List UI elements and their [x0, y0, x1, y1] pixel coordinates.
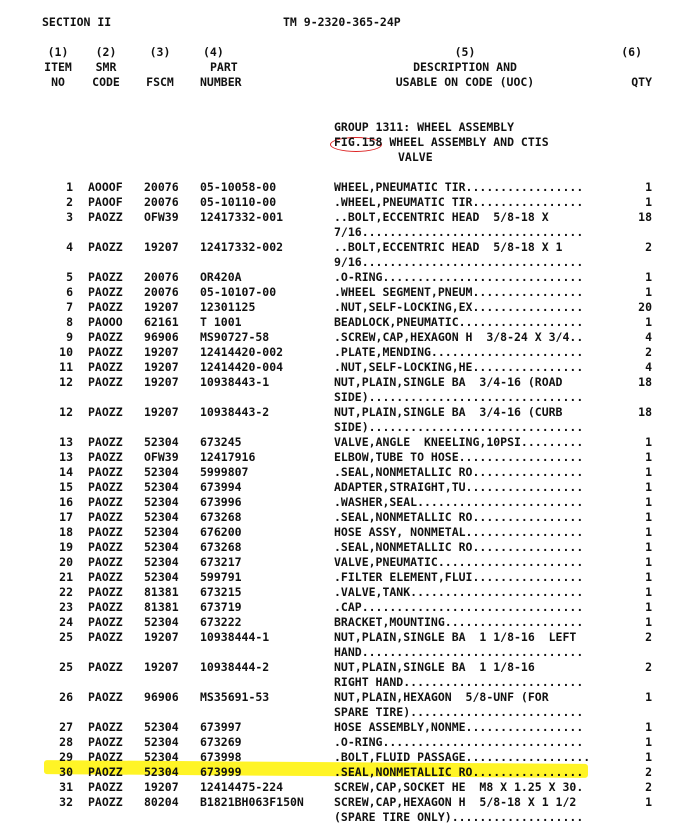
fscm-code: 19207	[144, 300, 179, 314]
description: NUT,PLAIN,SINGLE BA 3/4-16 (CURB	[334, 405, 563, 419]
item-no: 8	[66, 315, 73, 329]
fscm-code: 52304	[144, 480, 179, 494]
description: VALVE,ANGLE KNEELING,10PSI.........	[334, 435, 584, 449]
quantity: 1	[645, 690, 652, 704]
part-number: 673998	[200, 750, 242, 764]
description: NUT,PLAIN,SINGLE BA 1 1/8-16	[334, 660, 535, 674]
smr-code: PAOZZ	[88, 600, 123, 614]
col1-number: (1)	[47, 45, 69, 59]
fscm-code: 19207	[144, 630, 179, 644]
tm-number: TM 9-2320-365-24P	[283, 15, 401, 29]
item-no: 24	[59, 615, 73, 629]
description: ..BOLT,ECCENTRIC HEAD 5/8-18 X	[334, 210, 549, 224]
description: .NUT,SELF-LOCKING,EX................	[334, 300, 584, 314]
part-number: 05-10058-00	[200, 180, 277, 194]
item-no: 12	[59, 405, 73, 419]
quantity: 1	[645, 615, 652, 629]
group-title: GROUP 1311: WHEEL ASSEMBLY	[334, 120, 515, 134]
description: NUT,PLAIN,HEXAGON 5/8-UNF (FOR	[334, 690, 549, 704]
quantity: 2	[645, 345, 652, 359]
smr-code: PAOZZ	[88, 525, 123, 539]
item-no: 18	[59, 525, 73, 539]
item-no: 10	[59, 345, 73, 359]
smr-code: PAOZZ	[88, 360, 123, 374]
quantity: 1	[645, 750, 652, 764]
smr-code: PAOZZ	[88, 270, 123, 284]
description: WHEEL,PNEUMATIC TIR.................	[334, 180, 584, 194]
description: .FILTER ELEMENT,FLUI................	[334, 570, 584, 584]
col3-number: (3)	[149, 45, 171, 59]
fscm-code: 20076	[144, 270, 179, 284]
smr-code: PAOZZ	[88, 510, 123, 524]
quantity: 1	[645, 525, 652, 539]
part-number: 12414475-224	[200, 780, 284, 794]
table-row	[0, 690, 682, 720]
quantity: 1	[645, 285, 652, 299]
part-number: 12417332-002	[200, 240, 284, 254]
table-row	[0, 240, 682, 270]
quantity: 1	[645, 195, 652, 209]
part-number: 673996	[200, 495, 242, 509]
smr-code: PAOZZ	[88, 690, 123, 704]
description: .WHEEL SEGMENT,PNEUM................	[334, 285, 584, 299]
quantity: 18	[638, 375, 652, 389]
smr-code: PAOZZ	[88, 240, 123, 254]
fscm-code: 20076	[144, 180, 179, 194]
fscm-code: 19207	[144, 240, 179, 254]
item-no: 13	[59, 435, 73, 449]
smr-code: PAOZZ	[88, 765, 123, 779]
smr-code: PAOZZ	[88, 540, 123, 554]
smr-code: PAOZZ	[88, 555, 123, 569]
fscm-code: 52304	[144, 435, 179, 449]
quantity: 1	[645, 555, 652, 569]
description-continued: SIDE)...............................	[334, 390, 584, 404]
quantity: 1	[645, 735, 652, 749]
description: SCREW,CAP,HEXAGON H 5/8-18 X 1 1/2	[334, 795, 577, 809]
description-continued: (SPARE TIRE ONLY)...................	[334, 810, 584, 824]
figure-title-continued: VALVE	[398, 150, 433, 164]
quantity: 1	[645, 480, 652, 494]
quantity: 18	[638, 210, 652, 224]
item-no: 21	[59, 570, 73, 584]
smr-code: PAOZZ	[88, 480, 123, 494]
item-no: 27	[59, 720, 73, 734]
fscm-code: 52304	[144, 510, 179, 524]
part-number: 12301125	[200, 300, 256, 314]
part-number: 673269	[200, 735, 242, 749]
quantity: 2	[645, 630, 652, 644]
part-number: 673245	[200, 435, 242, 449]
description: BEADLOCK,PNEUMATIC..................	[334, 315, 584, 329]
description: .VALVE,TANK.........................	[334, 585, 584, 599]
fscm-code: 52304	[144, 765, 179, 779]
table-row	[0, 375, 682, 405]
description: .O-RING.............................	[334, 735, 584, 749]
quantity: 2	[645, 660, 652, 674]
fscm-code: 52304	[144, 555, 179, 569]
description: HOSE ASSEMBLY,NONME.................	[334, 720, 584, 734]
fscm-code: 19207	[144, 375, 179, 389]
item-no: 13	[59, 450, 73, 464]
quantity: 1	[645, 270, 652, 284]
part-number: 5999807	[200, 465, 249, 479]
smr-code: PAOZZ	[88, 300, 123, 314]
part-number: 12417916	[200, 450, 256, 464]
smr-code: PAOZZ	[88, 495, 123, 509]
table-row	[0, 405, 682, 435]
col5-number: (5)	[454, 45, 476, 59]
quantity: 1	[645, 315, 652, 329]
quantity: 1	[645, 585, 652, 599]
part-number: 676200	[200, 525, 242, 539]
item-no: 26	[59, 690, 73, 704]
quantity: 2	[645, 240, 652, 254]
col4-heading-b: NUMBER	[200, 75, 242, 89]
fscm-code: 19207	[144, 345, 179, 359]
fscm-code: 96906	[144, 690, 179, 704]
fscm-code: 52304	[144, 495, 179, 509]
quantity: 1	[645, 435, 652, 449]
fscm-code: 52304	[144, 615, 179, 629]
quantity: 4	[645, 360, 652, 374]
quantity: 1	[645, 720, 652, 734]
smr-code: PAOZZ	[88, 210, 123, 224]
part-number: 10938444-2	[200, 660, 270, 674]
quantity: 1	[645, 450, 652, 464]
smr-code: AOOOF	[88, 180, 123, 194]
fscm-code: 19207	[144, 405, 179, 419]
description: ELBOW,TUBE TO HOSE..................	[334, 450, 584, 464]
col2-heading-a: SMR	[95, 60, 117, 74]
item-no: 4	[66, 240, 73, 254]
item-no: 9	[66, 330, 73, 344]
smr-code: PAOZZ	[88, 405, 123, 419]
description: .CAP................................	[334, 600, 584, 614]
fscm-code: 19207	[144, 360, 179, 374]
quantity: 1	[645, 540, 652, 554]
item-no: 3	[66, 210, 73, 224]
description-continued: SPARE TIRE).........................	[334, 705, 584, 719]
item-no: 32	[59, 795, 73, 809]
description: .SCREW,CAP,HEXAGON H 3/8-24 X 3/4..	[334, 330, 584, 344]
description-continued: 9/16................................	[334, 255, 584, 269]
part-number: 673719	[200, 600, 242, 614]
description: .SEAL,NONMETALLIC RO................	[334, 540, 584, 554]
description: SCREW,CAP,SOCKET HE M8 X 1.25 X 30.	[334, 780, 584, 794]
quantity: 1	[645, 570, 652, 584]
description: .BOLT,FLUID PASSAGE..................	[334, 750, 591, 764]
item-no: 6	[66, 285, 73, 299]
item-no: 5	[66, 270, 73, 284]
smr-code: PAOZZ	[88, 735, 123, 749]
part-number: 673217	[200, 555, 242, 569]
part-number: 673997	[200, 720, 242, 734]
item-no: 28	[59, 735, 73, 749]
quantity: 18	[638, 405, 652, 419]
part-number: 673999	[200, 765, 242, 779]
quantity: 1	[645, 180, 652, 194]
col6-heading-b: QTY	[631, 75, 652, 89]
description: ..BOLT,ECCENTRIC HEAD 5/8-18 X 1	[334, 240, 563, 254]
fscm-code: 96906	[144, 330, 179, 344]
part-number: 05-10110-00	[200, 195, 277, 209]
table-row	[0, 795, 682, 825]
fscm-code: 52304	[144, 570, 179, 584]
smr-code: PAOZZ	[88, 570, 123, 584]
smr-code: PAOZZ	[88, 435, 123, 449]
part-number: 673222	[200, 615, 242, 629]
col5-heading-b: USABLE ON CODE (UOC)	[395, 75, 535, 89]
fscm-code: 81381	[144, 600, 179, 614]
smr-code: PAOZZ	[88, 795, 123, 809]
smr-code: PAOOO	[88, 315, 123, 329]
quantity: 1	[645, 600, 652, 614]
fscm-code: 52304	[144, 540, 179, 554]
description: BRACKET,MOUNTING....................	[334, 615, 584, 629]
quantity: 1	[645, 510, 652, 524]
part-number: 673994	[200, 480, 242, 494]
col6-number: (6)	[621, 45, 642, 59]
item-no: 7	[66, 300, 73, 314]
fscm-code: 52304	[144, 720, 179, 734]
part-number: 673215	[200, 585, 242, 599]
item-no: 23	[59, 600, 73, 614]
col4-heading-a: PART	[210, 60, 238, 74]
item-no: 15	[59, 480, 73, 494]
fscm-code: 19207	[144, 780, 179, 794]
smr-code: PAOZZ	[88, 330, 123, 344]
item-no: 30	[59, 765, 73, 779]
smr-code: PAOZZ	[88, 780, 123, 794]
figure-title: FIG.158 WHEEL ASSEMBLY AND CTIS	[334, 135, 549, 149]
item-no: 12	[59, 375, 73, 389]
table-row	[0, 210, 682, 240]
fscm-code: 20076	[144, 195, 179, 209]
fscm-code: 19207	[144, 660, 179, 674]
fscm-code: 81381	[144, 585, 179, 599]
description-continued: 7/16................................	[334, 225, 584, 239]
part-number: 10938444-1	[200, 630, 270, 644]
part-number: 12417332-001	[200, 210, 284, 224]
description: .NUT,SELF-LOCKING,HE................	[334, 360, 584, 374]
description-continued: RIGHT HAND..........................	[334, 675, 584, 689]
description: .SEAL,NONMETALLIC RO................	[334, 510, 584, 524]
description: .WASHER,SEAL........................	[334, 495, 584, 509]
description: .O-RING.............................	[334, 270, 584, 284]
description: VALVE,PNEUMATIC.....................	[334, 555, 584, 569]
item-no: 1	[66, 180, 73, 194]
smr-code: PAOZZ	[88, 720, 123, 734]
item-no: 16	[59, 495, 73, 509]
col3-heading-b: FSCM	[146, 75, 174, 89]
description: .SEAL,NONMETALLIC RO................	[334, 465, 584, 479]
smr-code: PAOZZ	[88, 660, 123, 674]
fscm-code: 80204	[144, 795, 179, 809]
smr-code: PAOZZ	[88, 345, 123, 359]
quantity: 1	[645, 795, 652, 809]
description: .SEAL,NONMETALLIC RO................	[334, 765, 584, 779]
part-number: MS35691-53	[200, 690, 270, 704]
part-number: 12414420-004	[200, 360, 284, 374]
description: HOSE ASSY, NONMETAL.................	[334, 525, 584, 539]
fscm-code: 20076	[144, 285, 179, 299]
description: ADAPTER,STRAIGHT,TU.................	[334, 480, 584, 494]
fscm-code: 62161	[144, 315, 179, 329]
col5-heading-a: DESCRIPTION AND	[413, 60, 517, 74]
description: .PLATE,MENDING......................	[334, 345, 584, 359]
part-number: 10938443-1	[200, 375, 270, 389]
table-row	[0, 630, 682, 660]
part-number: 12414420-002	[200, 345, 284, 359]
quantity: 1	[645, 495, 652, 509]
quantity: 4	[645, 330, 652, 344]
smr-code: PAOZZ	[88, 750, 123, 764]
fscm-code: OFW39	[144, 450, 179, 464]
item-no: 17	[59, 510, 73, 524]
smr-code: PAOZZ	[88, 285, 123, 299]
description: NUT,PLAIN,SINGLE BA 1 1/8-16 LEFT	[334, 630, 577, 644]
smr-code: PAOZZ	[88, 450, 123, 464]
part-number: 599791	[200, 570, 242, 584]
quantity: 1	[645, 465, 652, 479]
fscm-code: OFW39	[144, 210, 179, 224]
fscm-code: 52304	[144, 525, 179, 539]
item-no: 2	[66, 195, 73, 209]
item-no: 31	[59, 780, 73, 794]
quantity: 20	[638, 300, 652, 314]
quantity: 2	[645, 780, 652, 794]
item-no: 19	[59, 540, 73, 554]
table-row	[0, 660, 682, 690]
item-no: 20	[59, 555, 73, 569]
col1-heading-b: NO	[51, 75, 65, 89]
part-number: MS90727-58	[200, 330, 270, 344]
col2-heading-b: CODE	[92, 75, 120, 89]
item-no: 11	[59, 360, 73, 374]
part-number: OR420A	[200, 270, 242, 284]
fscm-code: 52304	[144, 750, 179, 764]
description-continued: SIDE)...............................	[334, 420, 584, 434]
fscm-code: 52304	[144, 465, 179, 479]
smr-code: PAOZZ	[88, 375, 123, 389]
col1-heading-a: ITEM	[44, 60, 72, 74]
smr-code: PAOZZ	[88, 465, 123, 479]
item-no: 29	[59, 750, 73, 764]
part-number: 10938443-2	[200, 405, 270, 419]
section-label: SECTION II	[42, 15, 112, 29]
item-no: 14	[59, 465, 73, 479]
item-no: 25	[59, 660, 73, 674]
col4-number: (4)	[203, 45, 224, 59]
part-number: T 1001	[200, 315, 242, 329]
part-number: B1821BH063F150N	[200, 795, 304, 809]
quantity: 2	[645, 765, 652, 779]
col2-number: (2)	[95, 45, 117, 59]
fscm-code: 52304	[144, 735, 179, 749]
item-no: 25	[59, 630, 73, 644]
part-number: 673268	[200, 510, 242, 524]
smr-code: PAOZZ	[88, 585, 123, 599]
description: NUT,PLAIN,SINGLE BA 3/4-16 (ROAD	[334, 375, 563, 389]
description-continued: HAND................................	[334, 645, 584, 659]
smr-code: PAOOF	[88, 195, 123, 209]
smr-code: PAOZZ	[88, 615, 123, 629]
part-number: 673268	[200, 540, 242, 554]
item-no: 22	[59, 585, 73, 599]
part-number: 05-10107-00	[200, 285, 277, 299]
description: .WHEEL,PNEUMATIC TIR................	[334, 195, 584, 209]
smr-code: PAOZZ	[88, 630, 123, 644]
